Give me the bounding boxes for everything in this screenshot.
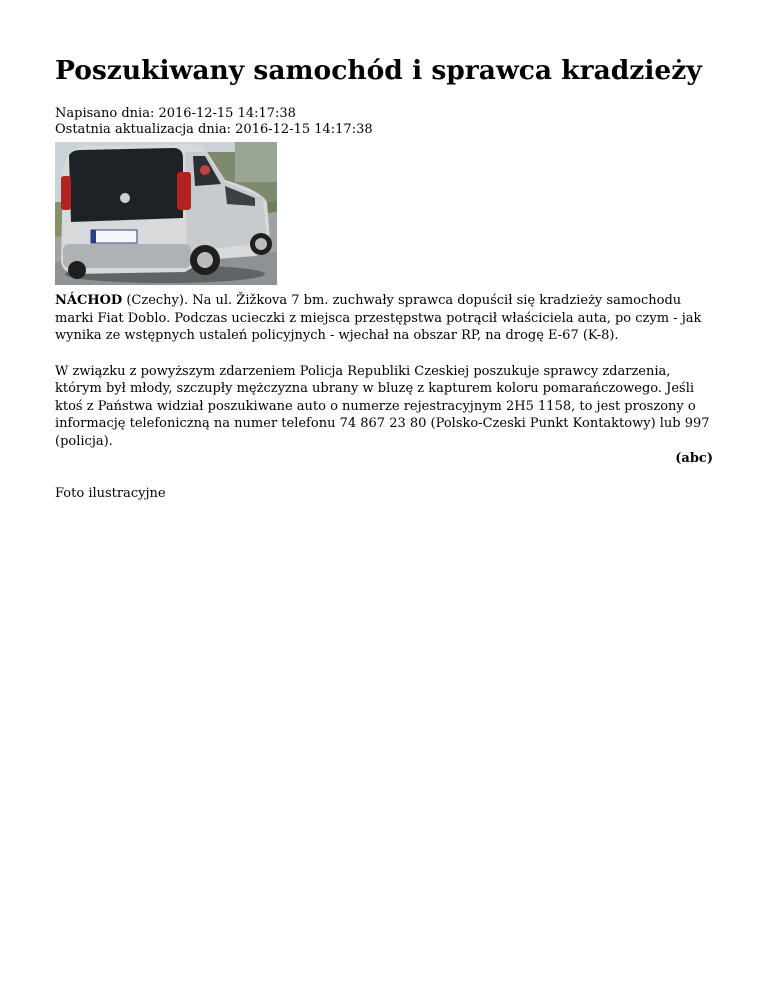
published-label: Napisano dnia: bbox=[55, 106, 155, 121]
photo-caption: Foto ilustracyjne bbox=[55, 485, 166, 501]
paragraph-2: W związku z powyższym zdarzeniem Policja Republiki Czeskiej poszukuje sprawcy zdarzenia, którym był młody, szczupły mężczyzna ubrany w bluzę z kapturem koloru pomarańczowego. Jeśli ktoś z Państwa widział poszukiwane auto o numerze rejestracyjnym 2H5 1158, to jest proszony o informację telefoniczną na numer telefonu 74 867 23 80 (Polsko-Czeski Punkt Kontaktowy) lub 997 (policja). bbox=[55, 363, 710, 449]
car-photo bbox=[55, 142, 277, 285]
article-title: Poszukiwany samochód i sprawca kradzieży bbox=[55, 55, 702, 86]
updated-line bbox=[55, 122, 373, 138]
published-line bbox=[55, 106, 373, 122]
paragraph-1 bbox=[55, 292, 713, 345]
article-body bbox=[55, 292, 713, 502]
published-date: 2016-12-15 14:17:38 bbox=[158, 106, 296, 121]
car-photo-illustration bbox=[55, 142, 277, 285]
updated-label: Ostatnia aktualizacja dnia: bbox=[55, 122, 232, 137]
updated-date: 2016-12-15 14:17:38 bbox=[235, 122, 373, 137]
article-meta bbox=[55, 106, 373, 138]
lead-place: NÁCHOD bbox=[55, 293, 123, 308]
paragraph-1-text: (Czechy). Na ul. Žižkova 7 bm. zuchwały sprawca dopuścił się kradzieży samochodu marki Fiat Doblo. Podczas ucieczki z miejsca przestępstwa potrącił właściciela auta, po czym - jak wynika ze wstępnych ustaleń policyjnych - wjechał na obszar RP, na drogę E-67 (K-8). bbox=[55, 293, 702, 343]
author-signature: (abc) bbox=[675, 451, 713, 466]
